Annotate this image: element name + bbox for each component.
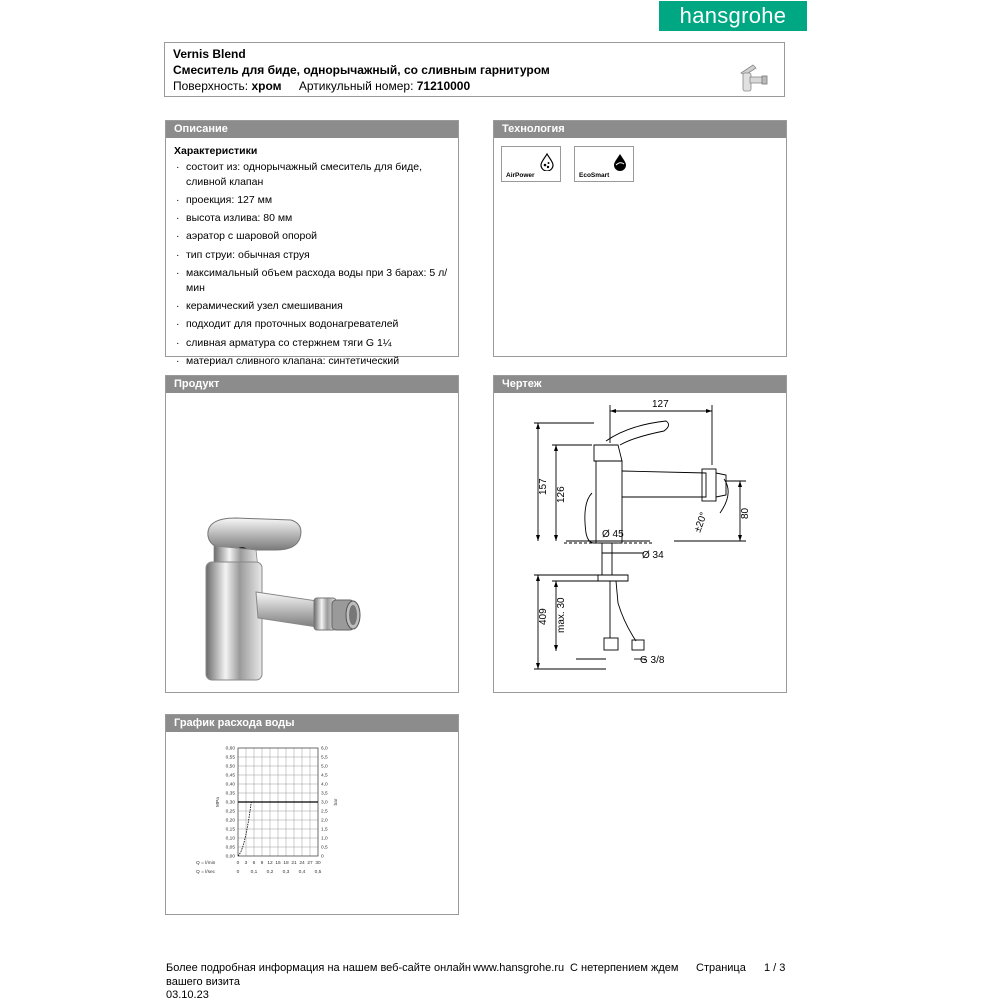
- y-left-tick-label: 0,55: [225, 755, 235, 761]
- faucet-thumbnail-icon: [735, 61, 771, 93]
- product-header: [164, 42, 785, 97]
- x-tick-label-lsec: 0,5: [314, 870, 322, 875]
- list-item: · высота излива: 80 мм: [174, 211, 450, 227]
- y-right-tick-label: 6,0: [321, 746, 328, 752]
- y-right-tick-label: 3,5: [321, 791, 328, 797]
- x-tick-label-lmin: 24: [299, 861, 305, 866]
- y-left-tick-label: 0,45: [225, 773, 235, 779]
- ecosmart-badge: [574, 146, 634, 182]
- footer-more-info: Более подробная информация на нашем веб-сайте онлайн: [166, 962, 471, 974]
- y-right-tick-label: 1,0: [321, 836, 328, 842]
- flow-chart-title: График расхода воды: [166, 715, 458, 732]
- y-left-tick-label: 0,25: [225, 809, 235, 815]
- product-title: Продукт: [166, 376, 458, 393]
- x-tick-label-lmin: 27: [307, 861, 313, 866]
- list-item: · аэратор с шаровой опорой: [174, 229, 450, 245]
- y-right-tick-label: 0: [321, 854, 324, 860]
- y-left-tick-label: 0,05: [225, 845, 235, 851]
- y-left-tick-label: 0,20: [225, 818, 235, 824]
- technology-title: Технология: [494, 121, 786, 138]
- x-tick-label-lmin: 9: [260, 861, 264, 866]
- y-left-tick-label: 0,50: [225, 764, 235, 770]
- product-photo: [196, 506, 396, 686]
- dim-base-diameter: Ø 45: [602, 529, 624, 540]
- ecosmart-label: EcoSmart: [579, 172, 610, 179]
- characteristics-list: [174, 160, 450, 370]
- y-right-tick-label: 1,5: [321, 827, 328, 833]
- surface-label: Поверхность:: [173, 79, 249, 93]
- dim-projection: 127: [652, 399, 669, 410]
- list-item: · сливная арматура со стержнем тяги G 1¼: [174, 336, 450, 352]
- x-tick-label-lmin: 30: [315, 861, 321, 866]
- flow-chart: [166, 732, 458, 914]
- characteristics-heading: Характеристики: [174, 145, 258, 157]
- y-right-axis-label: bar: [334, 798, 339, 806]
- dim-body-height: 126: [556, 486, 567, 503]
- footer-visit-line2: вашего визита: [166, 975, 240, 988]
- footer-date: 03.10.23: [166, 989, 209, 1001]
- series-name: Vernis Blend: [173, 47, 246, 61]
- y-left-tick-label: 0,15: [225, 827, 235, 833]
- surface-line: [173, 79, 470, 93]
- airpower-badge: [501, 146, 561, 182]
- footer-page-value: 1 / 3: [764, 962, 786, 974]
- ecosmart-icon: [611, 153, 629, 171]
- y-left-tick-label: 0,30: [225, 800, 235, 806]
- surface-value: хром: [251, 79, 282, 93]
- y-right-tick-label: 4,0: [321, 782, 328, 788]
- x-tick-label-lmin: 21: [291, 861, 297, 866]
- dim-hose-length: 409: [538, 608, 549, 625]
- dim-angle: ±20°: [692, 510, 710, 535]
- x-tick-label-lsec: 0,1: [250, 870, 258, 875]
- list-item: · проекция: 127 мм: [174, 193, 450, 209]
- x-tick-label-lmin: 18: [283, 861, 289, 866]
- dim-total-height: 157: [538, 478, 549, 495]
- y-right-tick-label: 2,5: [321, 809, 328, 815]
- description-title: Описание: [166, 121, 458, 138]
- y-left-axis-label: MPa: [216, 797, 221, 807]
- x-tick-label-lmin: 3: [244, 861, 248, 866]
- y-left-tick-label: 0,60: [225, 746, 235, 752]
- y-left-tick-label: 0,35: [225, 791, 235, 797]
- article-label: Артикульный номер:: [298, 79, 414, 93]
- y-right-tick-label: 0,5: [321, 845, 328, 851]
- drawing-title: Чертеж: [494, 376, 786, 393]
- x-tick-label-lmin: 15: [275, 861, 281, 866]
- x-tick-label-lsec: 0,3: [282, 870, 290, 875]
- description-panel: [165, 120, 459, 367]
- x-tick-label-lmin: 0: [236, 861, 240, 866]
- footer-page-label: Страница: [696, 962, 746, 974]
- x-axis-label-lmin: Q = l/min: [196, 861, 216, 866]
- list-item: · подходит для проточных водонагревателей: [174, 317, 450, 333]
- dim-max-thickness: max. 30: [556, 597, 567, 633]
- list-item: · керамический узел смешивания: [174, 299, 450, 315]
- y-right-tick-label: 4,5: [321, 773, 328, 779]
- x-tick-label-lsec: 0: [236, 870, 240, 875]
- footer-visit-line1: С нетерпением ждем: [570, 962, 679, 974]
- list-item: · максимальный объем расхода воды при 3 барах: 5 л/мин: [174, 266, 450, 297]
- dim-hole-diameter: Ø 34: [642, 550, 664, 561]
- technical-drawing: [494, 393, 786, 691]
- airpower-label: AirPower: [506, 172, 535, 179]
- x-axis-label-lsec: Q = l/sec: [196, 870, 216, 875]
- x-tick-label-lsec: 0,4: [298, 870, 306, 875]
- product-name: Смеситель для биде, однорычажный, со сливным гарнитуром: [173, 63, 550, 77]
- brand-logo: hansgrohe: [659, 1, 807, 31]
- airpower-icon: [538, 153, 556, 171]
- flow-chart-panel: [165, 714, 459, 915]
- dim-connection: G 3/8: [640, 655, 665, 666]
- drawing-panel: [493, 375, 787, 693]
- product-panel: [165, 375, 459, 693]
- dim-spout-height: 80: [740, 507, 751, 519]
- y-right-tick-label: 2,0: [321, 818, 328, 824]
- y-left-tick-label: 0,10: [225, 836, 235, 842]
- x-tick-label-lmin: 6: [252, 861, 256, 866]
- list-item: · состоит из: однорычажный смеситель для биде, сливной клапан: [174, 160, 450, 191]
- y-right-tick-label: 3,0: [321, 800, 328, 806]
- article-value: 71210000: [416, 79, 471, 93]
- y-left-tick-label: 0,40: [225, 782, 235, 788]
- x-tick-label-lsec: 0,2: [266, 870, 274, 875]
- y-left-tick-label: 0,00: [225, 854, 235, 860]
- list-item: · тип струи: обычная струя: [174, 248, 450, 264]
- footer-website-link[interactable]: www.hansgrohe.ru: [473, 962, 565, 974]
- x-tick-label-lmin: 12: [267, 861, 273, 866]
- y-right-tick-label: 5,5: [321, 755, 328, 761]
- list-item: · материал сливного клапана: синтетический: [174, 354, 450, 370]
- technology-panel: [493, 120, 787, 357]
- y-right-tick-label: 5,0: [321, 764, 328, 770]
